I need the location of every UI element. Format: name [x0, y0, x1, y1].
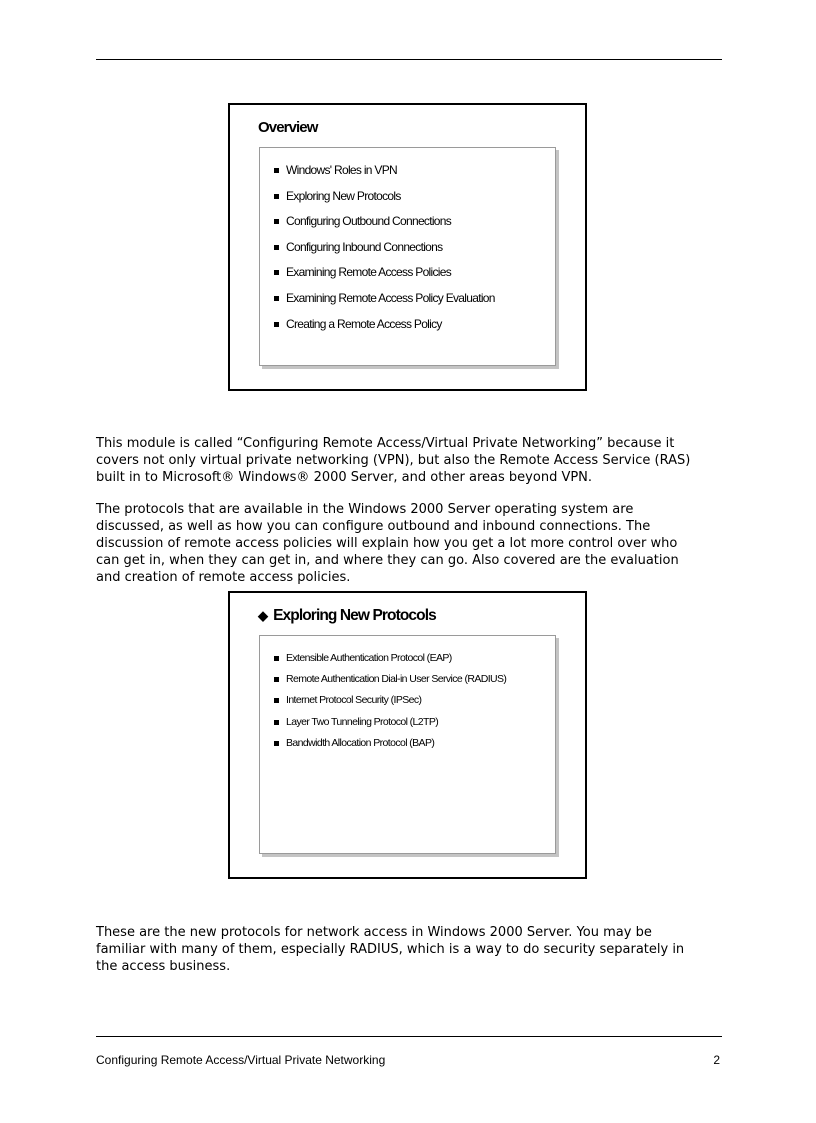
list-item: Examining Remote Access Policy Evaluation	[274, 290, 495, 316]
square-bullet-icon	[274, 270, 279, 275]
overview-bullet-list	[274, 162, 495, 341]
protocols-slide-content-box	[259, 635, 556, 854]
overview-slide-title: Overview	[258, 119, 318, 136]
list-item: Layer Two Tunneling Protocol (L2TP)	[274, 715, 506, 736]
list-item: Creating a Remote Access Policy	[274, 316, 495, 342]
list-item: Configuring Outbound Connections	[274, 213, 495, 239]
list-item: Bandwidth Allocation Protocol (BAP)	[274, 736, 506, 757]
list-item: Examining Remote Access Policies	[274, 264, 495, 290]
list-item: Configuring Inbound Connections	[274, 239, 495, 265]
list-item: Extensible Authentication Protocol (EAP)	[274, 651, 506, 672]
intro-paragraph: This module is called “Configuring Remote Access/Virtual Private Networking” because it covers not only virtual private networking (VPN), but also the Remote Access Service (RAS) built in to Microsoft® Windows® 2000 Server, and other areas beyond VPN.	[96, 436, 691, 485]
square-bullet-icon	[274, 741, 279, 746]
protocols-slide	[228, 591, 587, 879]
square-bullet-icon	[274, 656, 279, 661]
square-bullet-icon	[274, 194, 279, 199]
square-bullet-icon	[274, 296, 279, 301]
square-bullet-icon	[274, 245, 279, 250]
header-rule	[96, 59, 722, 60]
square-bullet-icon	[274, 677, 279, 682]
list-item: Exploring New Protocols	[274, 188, 495, 214]
overview-slide	[228, 103, 587, 391]
protocols-bullet-list	[274, 651, 506, 757]
square-bullet-icon	[274, 720, 279, 725]
square-bullet-icon	[274, 219, 279, 224]
overview-slide-content-box	[259, 147, 556, 366]
list-item: Remote Authentication Dial-in User Service (RADIUS)	[274, 672, 506, 693]
footer-title: Configuring Remote Access/Virtual Private Networking	[96, 1053, 386, 1067]
square-bullet-icon	[274, 168, 279, 173]
list-item: Internet Protocol Security (IPSec)	[274, 693, 506, 714]
square-bullet-icon	[274, 322, 279, 327]
list-item: Windows' Roles in VPN	[274, 162, 495, 188]
protocols-paragraph: The protocols that are available in the Windows 2000 Server operating system are discussed, as well as how you can configure outbound and inbound connections. The discussion of remote access policies will explain how you get a lot more control over who can get in, when they can get in, and where they can go. Also covered are the evaluation and creation of remote access policies.	[96, 502, 679, 585]
new-protocols-paragraph: These are the new protocols for network access in Windows 2000 Server. You may be familiar with many of them, especially RADIUS, which is a way to do security separately in the access business.	[96, 925, 685, 974]
protocols-slide-title: ◆ Exploring New Protocols	[258, 607, 436, 624]
square-bullet-icon	[274, 698, 279, 703]
footer-rule	[96, 1036, 722, 1037]
page-number: 2	[713, 1053, 720, 1067]
diamond-bullet-icon: ◆	[258, 608, 268, 623]
